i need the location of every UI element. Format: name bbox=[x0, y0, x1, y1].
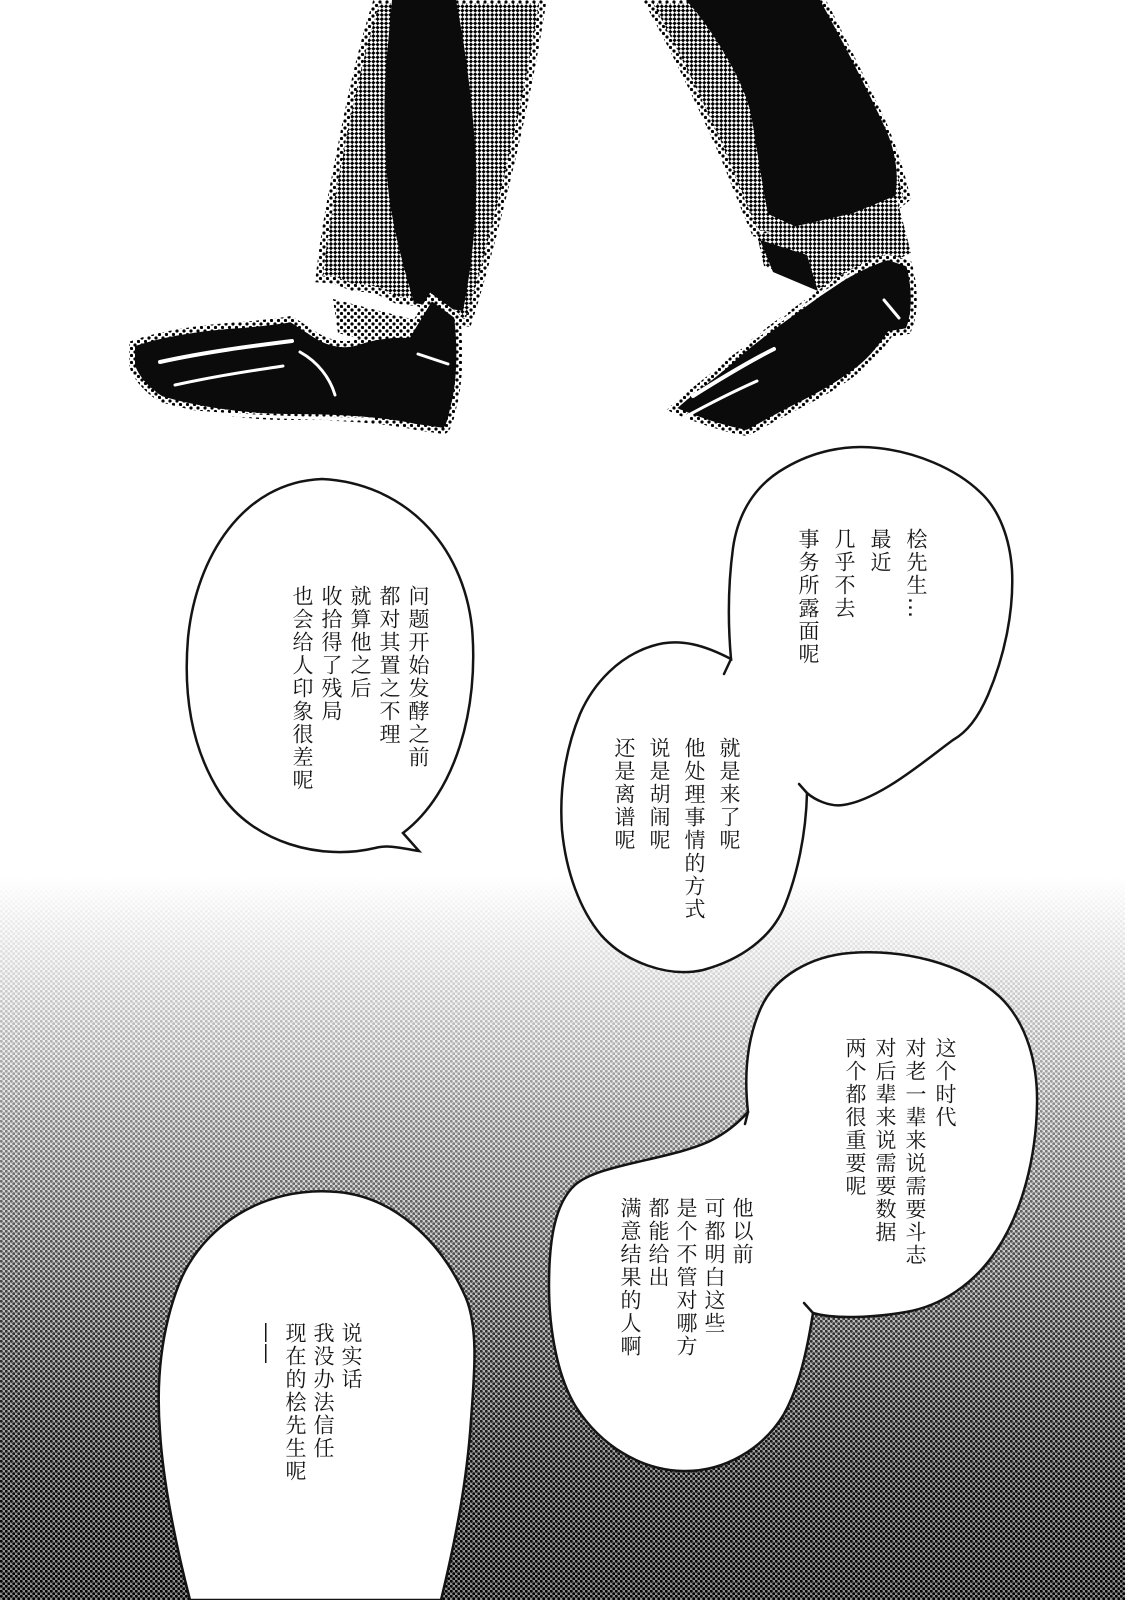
speech-line: 现在的桧先生呢 bbox=[283, 1322, 307, 1483]
speech-bubble-6-text bbox=[247, 1322, 365, 1492]
speech-line: 最近 bbox=[868, 528, 892, 574]
speech-line: 说实话 bbox=[339, 1322, 363, 1391]
walking-legs-artwork bbox=[132, 0, 914, 433]
speech-line: 就算他之后 bbox=[348, 585, 372, 700]
speech-line: 问题开始发酵之前 bbox=[406, 585, 430, 769]
speech-bubble-5-text bbox=[610, 1197, 756, 1372]
speech-line: 事务所露面呢 bbox=[796, 528, 820, 666]
speech-bubble-2-text bbox=[602, 737, 746, 937]
speech-bubble-4-text bbox=[836, 1037, 960, 1272]
right-leg bbox=[647, 0, 914, 433]
speech-line: 这个时代 bbox=[933, 1037, 957, 1129]
speech-line: 我没办法信任 bbox=[311, 1322, 335, 1460]
speech-line: 对后辈来说需要数据 bbox=[873, 1037, 897, 1244]
speech-line: 还是离谱呢 bbox=[612, 737, 636, 852]
speech-line: 几乎不去 bbox=[832, 528, 856, 620]
speech-line: 收拾得了残局 bbox=[319, 585, 343, 723]
right-shoe bbox=[672, 257, 914, 433]
speech-line: 满意结果的人啊 bbox=[618, 1197, 642, 1358]
speech-line: 两个都很重要呢 bbox=[843, 1037, 867, 1198]
speech-line: 对老一辈来说需要斗志 bbox=[903, 1037, 927, 1267]
speech-line: 说是胡闹呢 bbox=[647, 737, 671, 852]
speech-line: 他处理事情的方式 bbox=[682, 737, 706, 921]
speech-line: 桧先生… bbox=[904, 528, 928, 620]
speech-line: 他以前 bbox=[730, 1197, 754, 1266]
left-leg bbox=[132, 0, 543, 431]
speech-line: 就是来了呢 bbox=[717, 737, 741, 852]
speech-line: 是个不管对哪方 bbox=[674, 1197, 698, 1358]
speech-line: 都对其置之不理 bbox=[377, 585, 401, 746]
speech-bubble-3-text bbox=[286, 585, 432, 800]
speech-bubble-1-text bbox=[786, 528, 934, 713]
speech-line: 可都明白这些 bbox=[702, 1197, 726, 1335]
speech-line: 也会给人印象很差呢 bbox=[290, 585, 314, 792]
speech-line: 都能给出 bbox=[646, 1197, 670, 1289]
speech-line-dash: —— bbox=[255, 1322, 279, 1364]
